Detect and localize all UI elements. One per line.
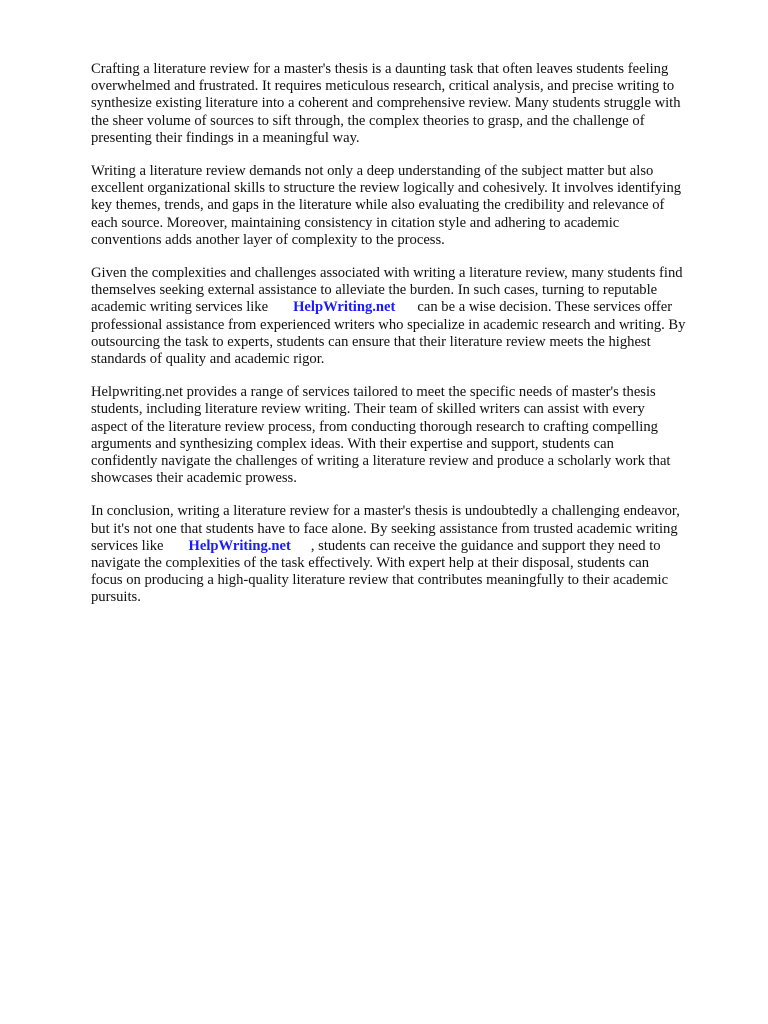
text-line: overwhelmed and frustrated. It requires meticulous research, critical analysis, and precise writing to bbox=[91, 78, 675, 95]
text-line: conventions adds another layer of complexity to the process. bbox=[91, 231, 445, 248]
text-line: key themes, trends, and gaps in the literature while also evaluating the credibility and relevance of bbox=[91, 197, 665, 214]
text-line: presenting their findings in a meaningful way. bbox=[91, 129, 360, 146]
text-fragment: academic writing services like bbox=[91, 299, 269, 316]
text-line-with-link bbox=[91, 299, 731, 316]
text-line-with-link bbox=[91, 538, 731, 555]
text-line: pursuits. bbox=[91, 589, 141, 606]
paragraph-requirements bbox=[91, 163, 731, 249]
text-line: In conclusion, writing a literature review for a master's thesis is undoubtedly a challenging endeavor, bbox=[91, 503, 680, 520]
text-line: Writing a literature review demands not only a deep understanding of the subject matter but also bbox=[91, 163, 654, 180]
text-line: focus on producing a high-quality literature review that contributes meaningfully to their academic bbox=[91, 572, 669, 589]
helpwriting-link[interactable]: HelpWriting.net bbox=[293, 299, 396, 316]
text-fragment: can be a wise decision. These services offer bbox=[417, 299, 673, 316]
paragraph-intro bbox=[91, 61, 731, 147]
text-fragment: services like bbox=[91, 537, 164, 554]
text-line: the sheer volume of sources to sift through, the complex theories to grasp, and the challenge of bbox=[91, 112, 645, 129]
text-line: Crafting a literature review for a master's thesis is a daunting task that often leaves students feeling bbox=[91, 61, 669, 77]
text-fragment: , students can receive the guidance and support they need to bbox=[310, 537, 661, 554]
text-line: synthesize existing literature into a coherent and comprehensive review. Many students struggle with bbox=[91, 95, 681, 112]
text-line: Given the complexities and challenges associated with writing a literature review, many students find bbox=[91, 265, 683, 282]
text-line: navigate the complexities of the task effectively. With expert help at their disposal, students can bbox=[91, 555, 649, 572]
text-line: themselves seeking external assistance to alleviate the burden. In such cases, turning to reputable bbox=[91, 282, 658, 299]
text-line: outsourcing the task to experts, students can ensure that their literature review meets the highest bbox=[91, 333, 651, 350]
paragraph-assistance bbox=[91, 265, 731, 368]
text-line: confidently navigate the challenges of writing a literature review and produce a scholarly work that bbox=[91, 453, 671, 470]
paragraph-conclusion bbox=[91, 503, 731, 606]
text-line: Helpwriting.net provides a range of services tailored to meet the specific needs of master's thesis bbox=[91, 384, 656, 401]
text-line: professional assistance from experienced writers who specialize in academic research and writing. By bbox=[91, 316, 686, 333]
helpwriting-link[interactable]: HelpWriting.net bbox=[188, 537, 291, 554]
text-line: aspect of the literature review process, from conducting thorough research to crafting compelling bbox=[91, 418, 658, 435]
text-line: students, including literature review writing. Their team of skilled writers can assist with every bbox=[91, 401, 645, 418]
text-line: showcases their academic prowess. bbox=[91, 470, 297, 487]
text-line: but it's not one that students have to face alone. By seeking assistance from trusted academic writing bbox=[91, 520, 678, 537]
text-line: standards of quality and academic rigor. bbox=[91, 351, 325, 368]
paragraph-services bbox=[91, 384, 731, 487]
document-body bbox=[91, 61, 731, 623]
text-line: excellent organizational skills to structure the review logically and cohesively. It involves identifying bbox=[91, 180, 682, 197]
text-line: each source. Moreover, maintaining consistency in citation style and adhering to academic bbox=[91, 214, 620, 231]
text-line: arguments and synthesizing complex ideas. With their expertise and support, students can bbox=[91, 435, 614, 452]
